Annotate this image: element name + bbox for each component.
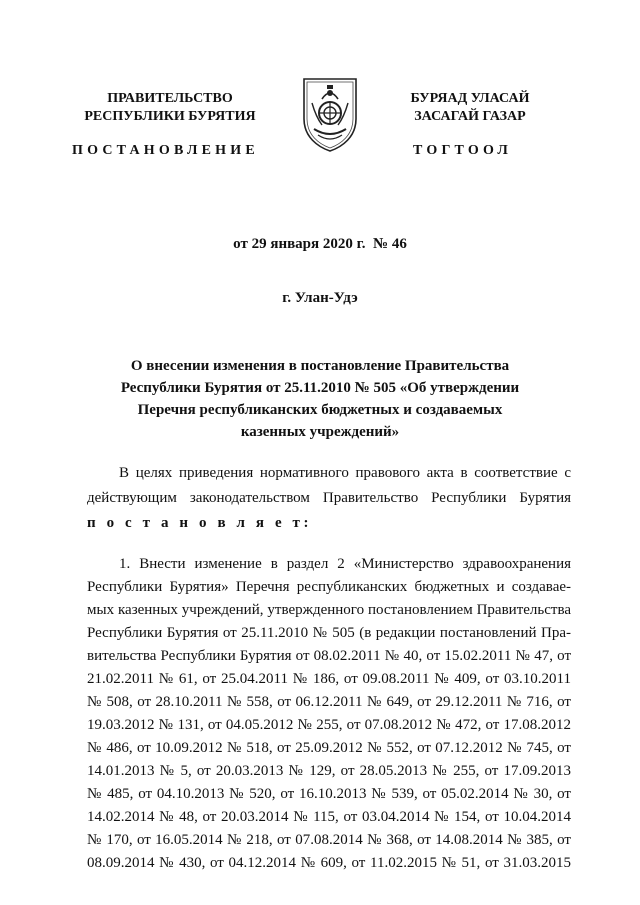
item1-line: № 508, от 28.10.2011 № 558, от 06.12.2011 № 649, от 29.12.2011 № 716, от bbox=[87, 694, 571, 710]
title-line: казенных учреждений» bbox=[240, 424, 400, 440]
title-line: Республики Бурятия от 25.11.2010 № 505 «Об утверждении bbox=[120, 380, 520, 396]
item1-line: № 170, от 16.05.2014 № 218, от 07.08.2014 № 368, от 14.08.2014 № 385, от bbox=[87, 832, 571, 848]
item1-line: вительства Республики Бурятия от 08.02.2011 № 40, от 15.02.2011 № 47, от bbox=[87, 648, 571, 664]
item1-line: № 485, от 04.10.2013 № 520, от 16.10.2013 № 539, от 05.02.2014 № 30, от bbox=[87, 786, 571, 802]
doc-type-buryat: ТОГТООЛ bbox=[413, 143, 513, 158]
item1-line: 14.01.2013 № 5, от 20.03.2013 № 129, от 28.05.2013 № 255, от 17.09.2013 bbox=[87, 763, 571, 779]
doc-type-russian: ПОСТАНОВЛЕНИЕ bbox=[72, 143, 259, 158]
header-right-line-2: ЗАСАГАЙ ГАЗАР bbox=[414, 109, 526, 124]
preamble-line: В целях приведения нормативного правового акта в соответствие с bbox=[119, 465, 571, 481]
header-right-line-1: БУРЯАД УЛАСАЙ bbox=[410, 91, 530, 106]
document-title bbox=[100, 355, 540, 443]
item1-line: Республики Бурятия» Перечня республиканских бюджетных и создавае- bbox=[87, 579, 571, 595]
item1-line: 21.02.2011 № 61, от 25.04.2011 № 186, от 09.08.2011 № 409, от 03.10.2011 bbox=[87, 671, 571, 687]
title-line: О внесении изменения в постановление Правительства bbox=[130, 358, 510, 374]
item1-line: 19.03.2012 № 131, от 04.05.2012 № 255, от 07.08.2012 № 472, от 17.08.2012 bbox=[87, 717, 571, 733]
document-date-number: от 29 января 2020 г. № 46 bbox=[233, 236, 407, 252]
title-line: Перечня республиканских бюджетных и создаваемых bbox=[137, 402, 503, 418]
item1-line: Республики Бурятия от 25.11.2010 № 505 (в редакции постановлений Пра- bbox=[87, 625, 571, 641]
item1-line: 1. Внести изменение в раздел 2 «Министерство здравоохранения bbox=[119, 556, 571, 572]
header-left-line-2: РЕСПУБЛИКИ БУРЯТИЯ bbox=[84, 109, 256, 124]
resolution-word: п о с т а н о в л я е т: bbox=[87, 515, 313, 531]
coat-of-arms-icon bbox=[298, 73, 362, 153]
government-name-buryat bbox=[385, 90, 555, 126]
government-name-russian bbox=[70, 90, 270, 126]
item1-line: 08.09.2014 № 430, от 04.12.2014 № 609, от 11.02.2015 № 51, от 31.03.2015 bbox=[87, 855, 571, 871]
header-left-line-1: ПРАВИТЕЛЬСТВО bbox=[107, 91, 233, 106]
item1-line: 14.02.2014 № 48, от 20.03.2014 № 115, от 03.04.2014 № 154, от 10.04.2014 bbox=[87, 809, 571, 825]
document-city: г. Улан-Удэ bbox=[282, 290, 358, 306]
preamble-line: действующим законодательством Правительство Республики Бурятия bbox=[87, 490, 571, 506]
item1-line: № 486, от 10.09.2012 № 518, от 25.09.2012 № 552, от 07.12.2012 № 745, от bbox=[87, 740, 571, 756]
item1-line: мых казенных учреждений, утвержденного постановлением Правительства bbox=[87, 602, 571, 618]
